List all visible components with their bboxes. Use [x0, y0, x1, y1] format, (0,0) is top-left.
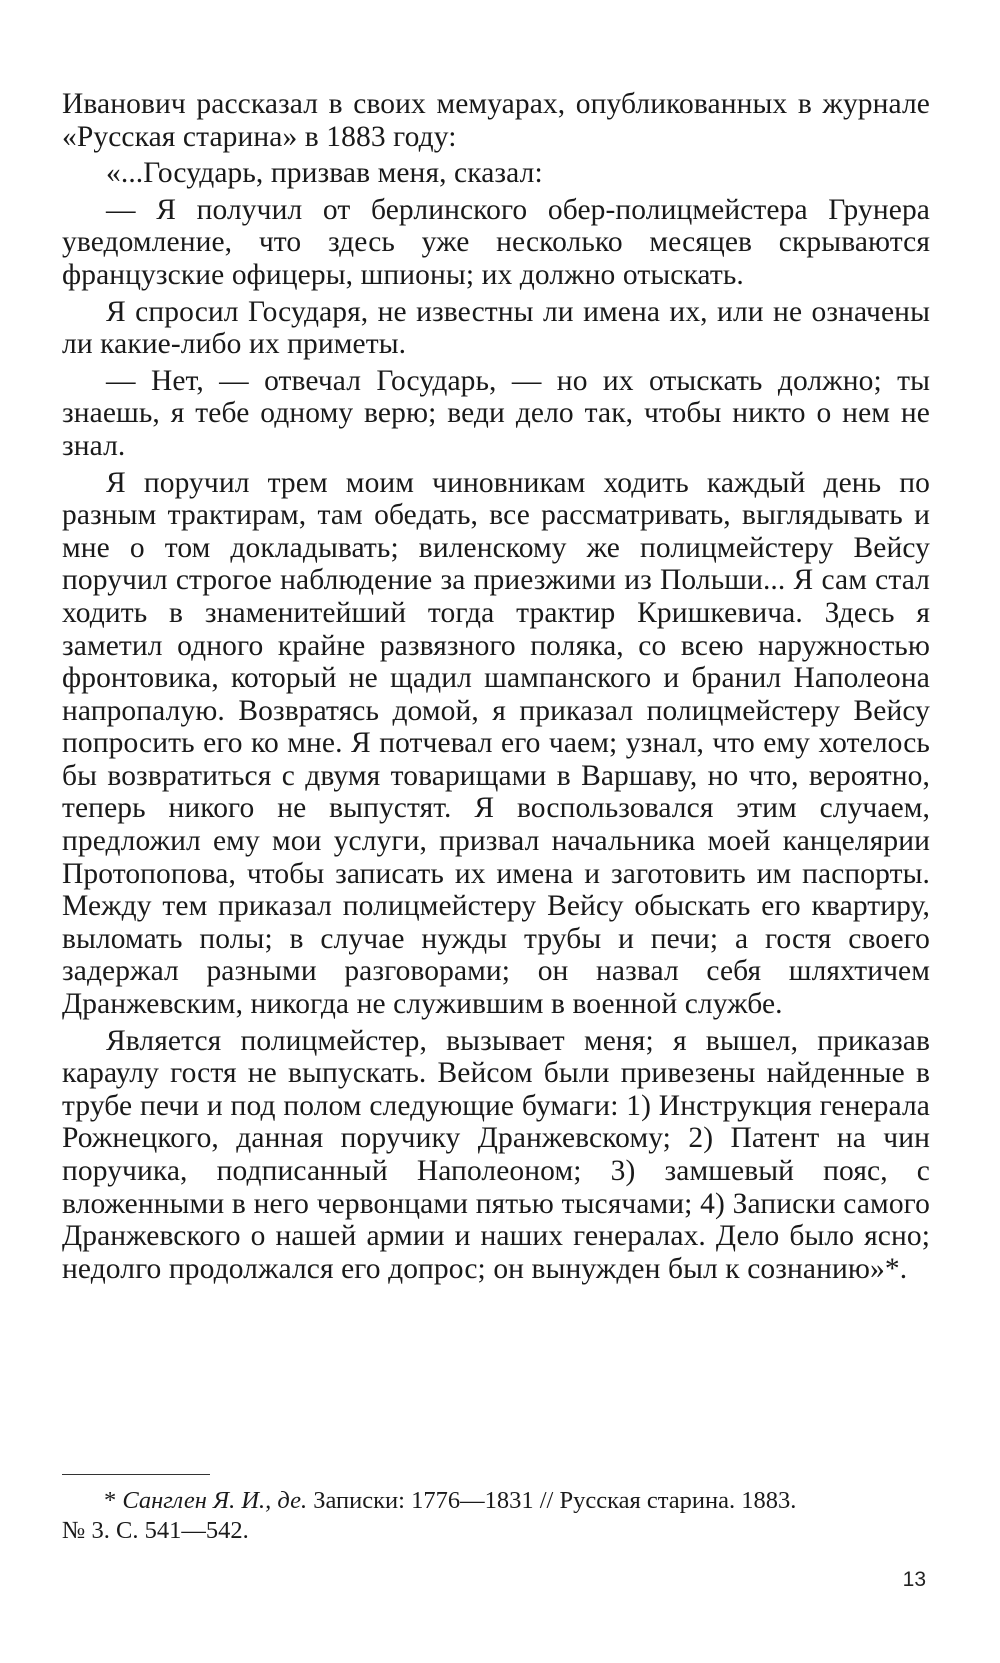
paragraph: Я спросил Государя, не известны ли имена их, или не означены ли какие-либо их приметы. [62, 295, 930, 361]
footnote-author: Санглен Я. И., де. [122, 1487, 308, 1514]
paragraph: Является полицмейстер, вызывает меня; я вышел, приказав караулу гостя не выпускать. Вейсом были привезены найденные в трубе печи и под полом следующие бумаги: 1) Инструкция генерала Рожнецкого, данная поручику Дранжевскому; 2) Патент на чин поручика, подписанный Наполеоном; 3) замшевый пояс, с вложенными в него червонцами пятью тысячами; 4) Записки самого Дранжевского о нашей армии и наших генералах. Дело было ясно; недолго продолжался его допрос; он вынужден был к сознанию»*. [62, 1024, 930, 1285]
paragraph: «...Государь, призвав меня, сказал: [106, 157, 543, 190]
footnote [62, 1486, 930, 1546]
paragraph: Я поручил трем моим чиновникам ходить каждый день по разным трактирам, там обедать, все рассматривать, выглядывать и мне о том докладывать; виленскому же полицмейстеру Вейсу поручил строгое наблюдение за приезжими из Польши... Я сам стал ходить в знаменитейший тогда трактир Кришкевича. Здесь я заметил одного крайне развязного поляка, со всею наружностью фронтовика, который не щадил шампанского и бранил Наполеона напропалую. Возвратясь домой, я приказал полицмейстеру Вейсу попросить его ко мне. Я потчевал его чаем; узнал, что ему хотелось бы возвратиться с двумя товарищами в Варшаву, но что, вероятно, теперь никого не выпустят. Я воспользовался этим случаем, предложил ему мои услуги, призвал начальника моей канцелярии Протопопова, чтобы записать их имена и заготовить им паспорты. Между тем приказал полицмейстеру Вейсу обыскать его квартиру, выломать полы; в случае нужды трубы и печи; а гостя своего задержал разными разговорами; он назвал себя шляхтичем Дранжевским, никогда не служившим в военной службе. [62, 466, 930, 1021]
paragraph: Иванович рассказал в своих мемуарах, опубликованных в журнале «Русская старина» в 1883 году: [62, 88, 930, 153]
footnote-marker: * [104, 1487, 123, 1514]
footnote-citation: Записки: 1776—1831 // Русская старина. 1883. [307, 1487, 797, 1514]
footnote-divider [62, 1474, 210, 1475]
paragraph: — Нет, — отвечал Государь, — но их отыскать должно; ты знаешь, я тебе одному верю; веди дело так, чтобы никто о нем не знал. [62, 364, 930, 462]
footnote-citation-cont: № 3. С. 541—542. [62, 1517, 249, 1544]
main-text [62, 88, 930, 1289]
page-number: 13 [902, 1568, 926, 1591]
paragraph: — Я получил от берлинского обер-полицмейстера Грунера уведомление, что здесь уже несколько месяцев скрываются французские офицеры, шпионы; их должно отыскать. [62, 193, 930, 291]
